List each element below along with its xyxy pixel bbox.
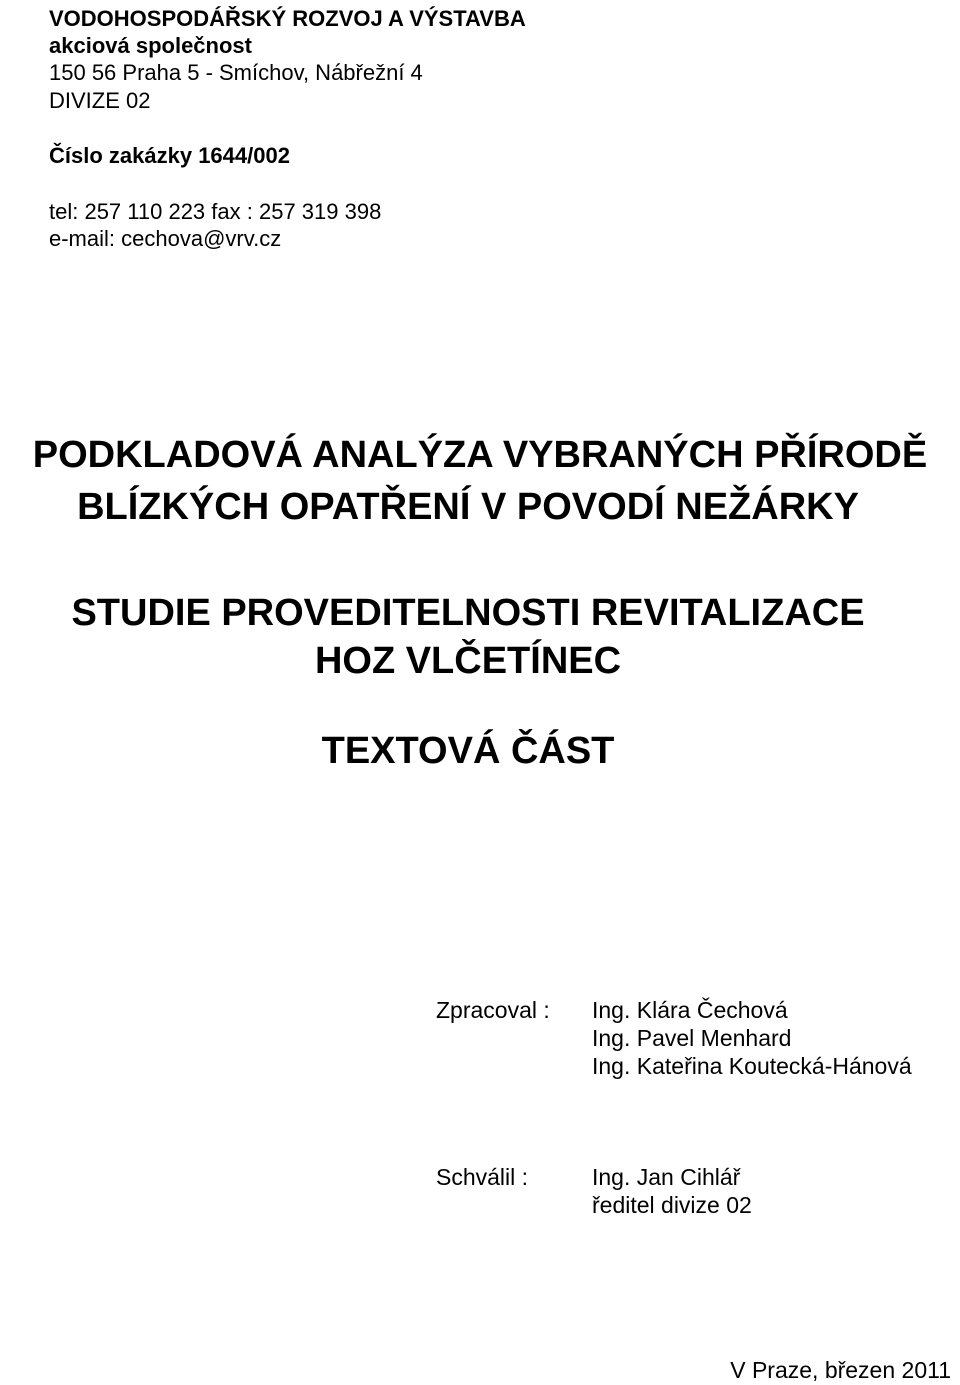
prepared-by-name: Ing. Klára Čechová [592,997,788,1023]
prepared-by-name: Ing. Kateřina Koutecká-Hánová [592,1053,912,1079]
subtitle-line-1: STUDIE PROVEDITELNOSTI REVITALIZACE [71,592,865,634]
prepared-by-label: Zpracoval : [436,997,550,1023]
order-number: Číslo zakázky 1644/002 [49,143,290,168]
contact-phone-fax: tel: 257 110 223 fax : 257 319 398 [49,199,382,224]
prepared-by-name: Ing. Pavel Menhard [592,1025,792,1051]
approved-by-name: Ing. Jan Cihlář [592,1164,741,1190]
title-line-2: BLÍZKÝCH OPATŘENÍ V POVODÍ NEŽÁRKY [77,486,859,528]
contact-email: e-mail: cechova@vrv.cz [49,226,282,251]
section-heading: TEXTOVÁ ČÁST [321,730,615,772]
approved-by-label: Schválil : [436,1164,529,1190]
company-name: VODOHOSPODÁŘSKÝ ROZVOJ A VÝSTAVBA [49,6,526,31]
approved-by-role: ředitel divize 02 [592,1192,752,1218]
company-type: akciová společnost [49,33,252,58]
company-address: 150 56 Praha 5 - Smíchov, Nábřežní 4 [49,60,423,85]
place-and-date: V Praze, březen 2011 [730,1357,951,1383]
title-line-1: PODKLADOVÁ ANALÝZA VYBRANÝCH PŘÍRODĚ [32,434,928,476]
division: DIVIZE 02 [49,88,151,113]
subtitle-line-2: HOZ VLČETÍNEC [314,640,622,682]
